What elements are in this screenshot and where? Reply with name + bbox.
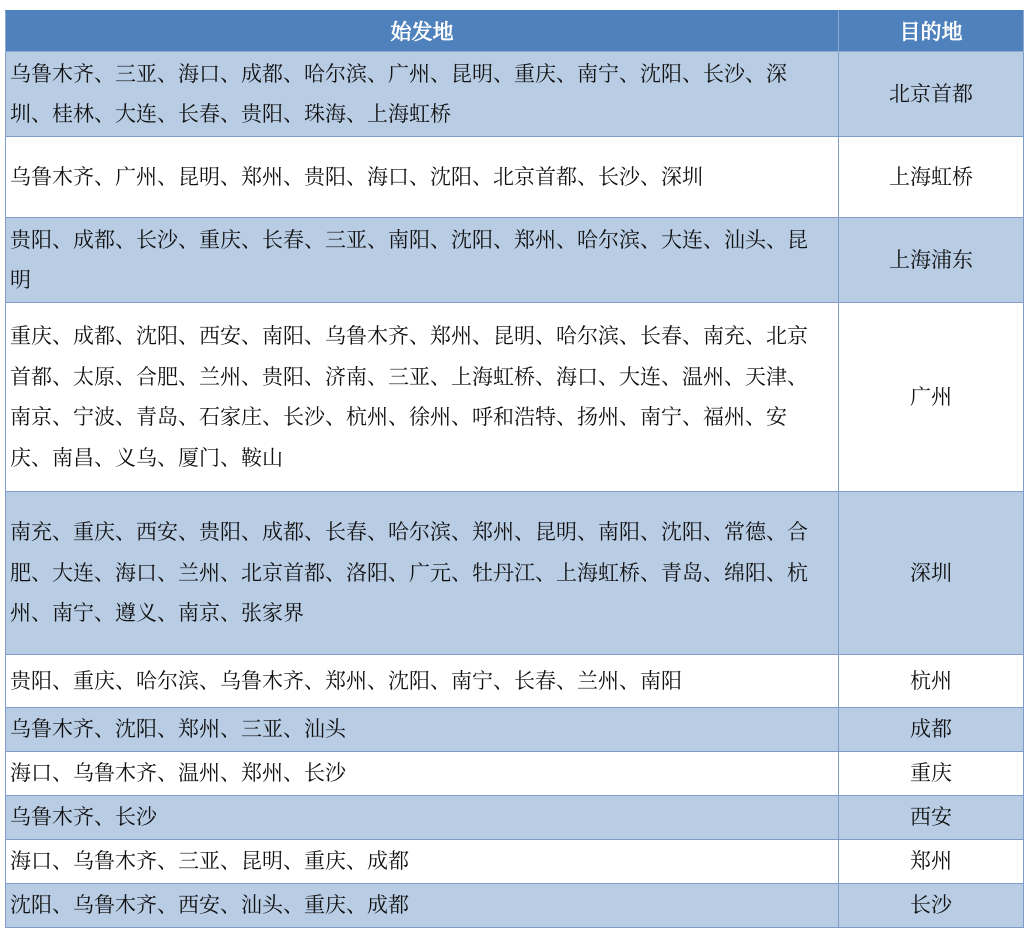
- destination-cell: 上海浦东: [839, 218, 1024, 303]
- destination-cell: 长沙: [839, 884, 1024, 928]
- origin-cell: 乌鲁木齐、沈阳、郑州、三亚、汕头: [6, 708, 839, 752]
- table-row: [6, 137, 1024, 218]
- origin-cell: 贵阳、重庆、哈尔滨、乌鲁木齐、郑州、沈阳、南宁、长春、兰州、南阳: [6, 655, 839, 708]
- header-destination: 目的地: [839, 11, 1024, 52]
- destination-cell: 成都: [839, 708, 1024, 752]
- destination-cell: 重庆: [839, 752, 1024, 796]
- table-row: [6, 752, 1024, 796]
- destination-cell: 杭州: [839, 655, 1024, 708]
- origin-cell: 南充、重庆、西安、贵阳、成都、长春、哈尔滨、郑州、昆明、南阳、沈阳、常德、合肥、大连、海口、兰州、北京首都、洛阳、广元、牡丹江、上海虹桥、青岛、绵阳、杭州、南宁、遵义、南京、张家界: [6, 492, 839, 655]
- origin-cell: 沈阳、乌鲁木齐、西安、汕头、重庆、成都: [6, 884, 839, 928]
- destination-cell: 西安: [839, 796, 1024, 840]
- table-row: [6, 303, 1024, 492]
- destination-cell: 郑州: [839, 840, 1024, 884]
- header-origin: 始发地: [6, 11, 839, 52]
- origin-cell: 贵阳、成都、长沙、重庆、长春、三亚、南阳、沈阳、郑州、哈尔滨、大连、汕头、昆明: [6, 218, 839, 303]
- table-row: [6, 655, 1024, 708]
- destination-cell: 深圳: [839, 492, 1024, 655]
- table-row: [6, 796, 1024, 840]
- origin-cell: 重庆、成都、沈阳、西安、南阳、乌鲁木齐、郑州、昆明、哈尔滨、长春、南充、北京首都、太原、合肥、兰州、贵阳、济南、三亚、上海虹桥、海口、大连、温州、天津、南京、宁波、青岛、石家庄、长沙、杭州、徐州、呼和浩特、扬州、南宁、福州、安庆、南昌、义乌、厦门、鞍山: [6, 303, 839, 492]
- origin-cell: 海口、乌鲁木齐、温州、郑州、长沙: [6, 752, 839, 796]
- table-row: [6, 492, 1024, 655]
- table-row: [6, 884, 1024, 928]
- destination-cell: 上海虹桥: [839, 137, 1024, 218]
- destination-cell: 北京首都: [839, 52, 1024, 137]
- table-row: [6, 52, 1024, 137]
- table-row: [6, 218, 1024, 303]
- table-row: [6, 840, 1024, 884]
- header-row: [6, 11, 1024, 52]
- destination-cell: 广州: [839, 303, 1024, 492]
- origin-cell: 乌鲁木齐、广州、昆明、郑州、贵阳、海口、沈阳、北京首都、长沙、深圳: [6, 137, 839, 218]
- origin-cell: 海口、乌鲁木齐、三亚、昆明、重庆、成都: [6, 840, 839, 884]
- table-row: [6, 708, 1024, 752]
- origin-cell: 乌鲁木齐、长沙: [6, 796, 839, 840]
- origin-cell: 乌鲁木齐、三亚、海口、成都、哈尔滨、广州、昆明、重庆、南宁、沈阳、长沙、深圳、桂林、大连、长春、贵阳、珠海、上海虹桥: [6, 52, 839, 137]
- route-table: [5, 10, 1024, 928]
